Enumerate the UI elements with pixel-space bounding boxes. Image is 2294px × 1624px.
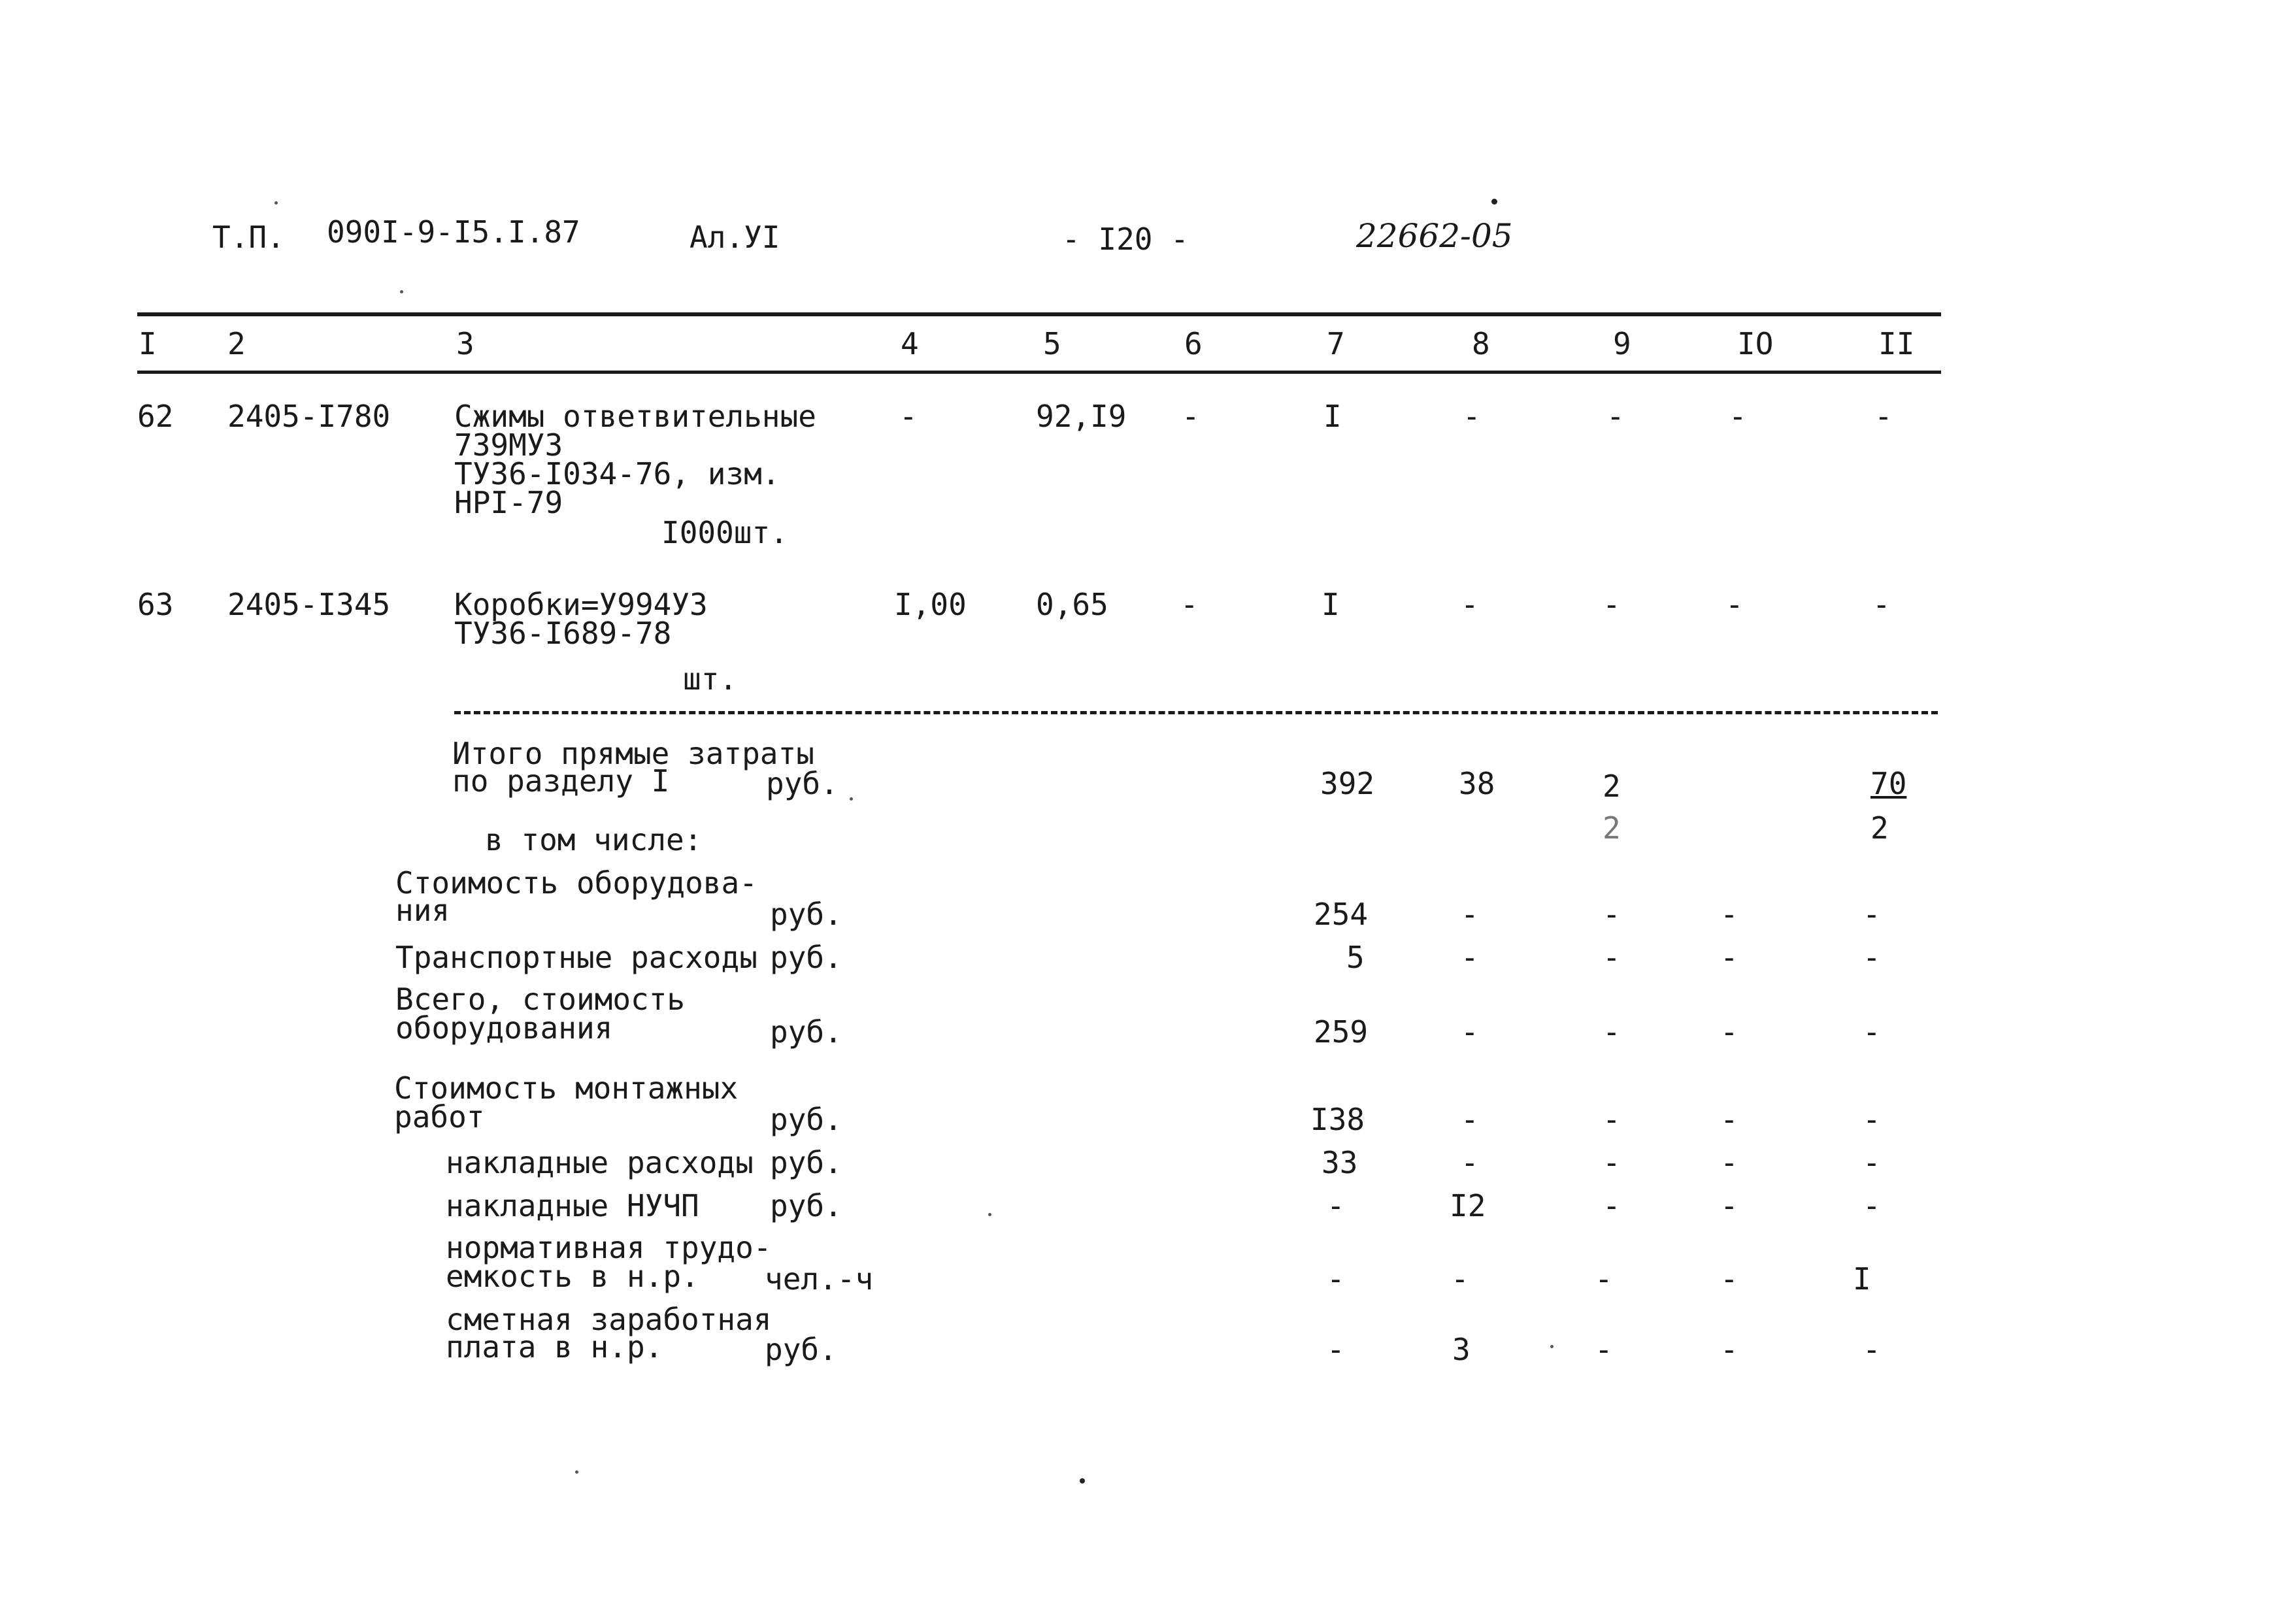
table-top-rule (137, 312, 1941, 316)
row-description-line: Коробки=У994УЗ (454, 587, 708, 622)
cell-col8: I2 (1450, 1188, 1486, 1223)
row-description-line: 739МУЗ (454, 427, 563, 463)
total-col9: 2 (1603, 769, 1621, 804)
row-description-line: ТУ36-I034-76, изм. (454, 456, 780, 491)
sub-col9: 2 (1603, 810, 1621, 846)
row-description-line: Сжимы ответвительные (454, 399, 816, 434)
row-unit: руб. (770, 940, 842, 975)
row-label: Транспортные расходы (395, 940, 757, 975)
row-label-line: Всего, стоимость (395, 982, 686, 1017)
col-header-10: IO (1737, 326, 1774, 361)
cell-col6: - (1180, 587, 1199, 622)
scan-speck (1550, 1345, 1554, 1348)
row-label-line: плата в н.р. (446, 1329, 663, 1365)
scan-speck (988, 1213, 991, 1216)
handwritten-number: 22662-05 (1356, 217, 1513, 255)
row-code: 2405-I780 (227, 399, 391, 434)
cell-col8: - (1451, 1261, 1469, 1297)
album-label: Ал.УI (690, 220, 780, 255)
cell-col7: - (1327, 1261, 1345, 1297)
cell-col9: - (1603, 1014, 1621, 1050)
col-header-1: I (139, 326, 157, 361)
cell-col7: - (1327, 1332, 1345, 1367)
page-number: - I20 - (1062, 222, 1189, 257)
cell-col11: - (1863, 897, 1881, 932)
cell-col10: - (1729, 399, 1747, 434)
doc-code: 090I-9-I5.I.87 (327, 214, 580, 250)
row-unit: руб. (770, 1188, 842, 1223)
row-description-line: ТУ36-I689-78 (454, 616, 672, 651)
cell-col8: - (1461, 940, 1479, 975)
row-unit: руб. (765, 1332, 837, 1367)
row-unit: руб. (770, 1145, 842, 1180)
cell-col7: I38 (1310, 1102, 1365, 1137)
col-header-11: II (1878, 326, 1915, 361)
cell-col4: I,00 (894, 587, 967, 622)
cell-col7: 5 (1346, 940, 1365, 975)
cell-col11: - (1872, 587, 1891, 622)
row-label-line: работ (394, 1099, 485, 1135)
cell-col8: - (1461, 587, 1479, 622)
tp-label: Т.П. (212, 220, 285, 255)
including-label: в том числе: (485, 822, 703, 857)
row-description-line: НРI-79 (454, 485, 563, 520)
cell-col10: - (1720, 1261, 1738, 1297)
row-label-line: сметная заработная (446, 1302, 772, 1337)
scan-speck (1491, 199, 1497, 205)
cell-col10: - (1720, 1145, 1738, 1180)
total-unit: руб. (766, 766, 839, 801)
cell-col8: - (1463, 399, 1481, 434)
dashed-separator (454, 711, 1938, 714)
scan-speck (850, 797, 853, 801)
cell-col7: I (1323, 399, 1342, 434)
total-col8: 38 (1459, 766, 1495, 801)
cell-col11: - (1874, 399, 1893, 434)
row-label-line: нормативная трудо- (446, 1230, 772, 1265)
cell-col9: - (1595, 1261, 1613, 1297)
row-unit: руб. (770, 1102, 842, 1137)
cell-col11: I (1853, 1261, 1871, 1297)
cell-col9: - (1603, 897, 1621, 932)
cell-col7: 254 (1314, 897, 1369, 932)
cell-col9: - (1603, 940, 1621, 975)
row-unit: I000шт. (661, 515, 788, 550)
cell-col4: - (899, 399, 918, 434)
cell-col10: - (1720, 1332, 1738, 1367)
cell-col10: - (1720, 1102, 1738, 1137)
row-label: накладные расходы (446, 1145, 754, 1180)
col-header-7: 7 (1327, 326, 1345, 361)
row-unit: чел.-ч (765, 1261, 874, 1297)
total-label-line: Итого прямые затраты (452, 736, 814, 771)
cell-col6: - (1182, 399, 1200, 434)
cell-col10: - (1720, 1188, 1738, 1223)
row-unit: руб. (770, 1014, 842, 1050)
total-col7: 392 (1320, 766, 1375, 801)
scan-speck (274, 201, 278, 205)
cell-col8: - (1461, 897, 1479, 932)
col-header-9: 9 (1613, 326, 1631, 361)
col-header-4: 4 (901, 326, 919, 361)
row-number: 62 (137, 399, 174, 434)
total-label-line: по разделу I (452, 763, 670, 799)
cell-col10: - (1720, 897, 1738, 932)
cell-col10: - (1720, 1014, 1738, 1050)
row-label-line: емкость в н.р. (446, 1259, 699, 1294)
total-col11: 70 (1870, 766, 1907, 801)
col-header-3: 3 (456, 326, 474, 361)
row-number: 63 (137, 587, 174, 622)
cell-col5: 92,I9 (1036, 399, 1127, 434)
cell-col8: - (1461, 1102, 1479, 1137)
cell-col11: - (1863, 940, 1881, 975)
cell-col8: - (1461, 1014, 1479, 1050)
cell-col9: - (1595, 1332, 1613, 1367)
col-header-8: 8 (1472, 326, 1490, 361)
cell-col7: 33 (1322, 1145, 1358, 1180)
cell-col9: - (1606, 399, 1625, 434)
cell-col11: - (1863, 1014, 1881, 1050)
cell-col5: 0,65 (1036, 587, 1108, 622)
cell-col11: - (1863, 1145, 1881, 1180)
cell-col8: 3 (1452, 1332, 1471, 1367)
cell-col11: - (1863, 1332, 1881, 1367)
sub-col11: 2 (1870, 810, 1889, 846)
col-header-2: 2 (227, 326, 246, 361)
cell-col7: - (1327, 1188, 1345, 1223)
row-code: 2405-I345 (227, 587, 391, 622)
row-label-line: Стоимость оборудова- (395, 865, 757, 901)
cell-col9: - (1603, 1188, 1621, 1223)
row-label-line: оборудования (395, 1010, 613, 1046)
scan-speck (575, 1470, 578, 1474)
row-unit: шт. (683, 661, 738, 697)
row-unit: руб. (770, 897, 842, 932)
scan-speck (1080, 1478, 1085, 1483)
cell-col9: - (1603, 587, 1621, 622)
col-header-5: 5 (1043, 326, 1061, 361)
cell-col10: - (1725, 587, 1744, 622)
row-label-line: ния (395, 893, 450, 928)
cell-col9: - (1603, 1102, 1621, 1137)
cell-col7: 259 (1314, 1014, 1369, 1050)
cell-col9: - (1603, 1145, 1621, 1180)
cell-col11: - (1863, 1102, 1881, 1137)
cell-col8: - (1461, 1145, 1479, 1180)
col-header-6: 6 (1184, 326, 1203, 361)
cell-col7: I (1322, 587, 1340, 622)
cell-col10: - (1720, 940, 1738, 975)
header-bottom-rule (137, 371, 1941, 374)
cell-col11: - (1863, 1188, 1881, 1223)
row-label-line: Стоимость монтажных (394, 1070, 739, 1106)
scan-speck (400, 290, 403, 293)
row-label: накладные НУЧП (446, 1188, 699, 1223)
